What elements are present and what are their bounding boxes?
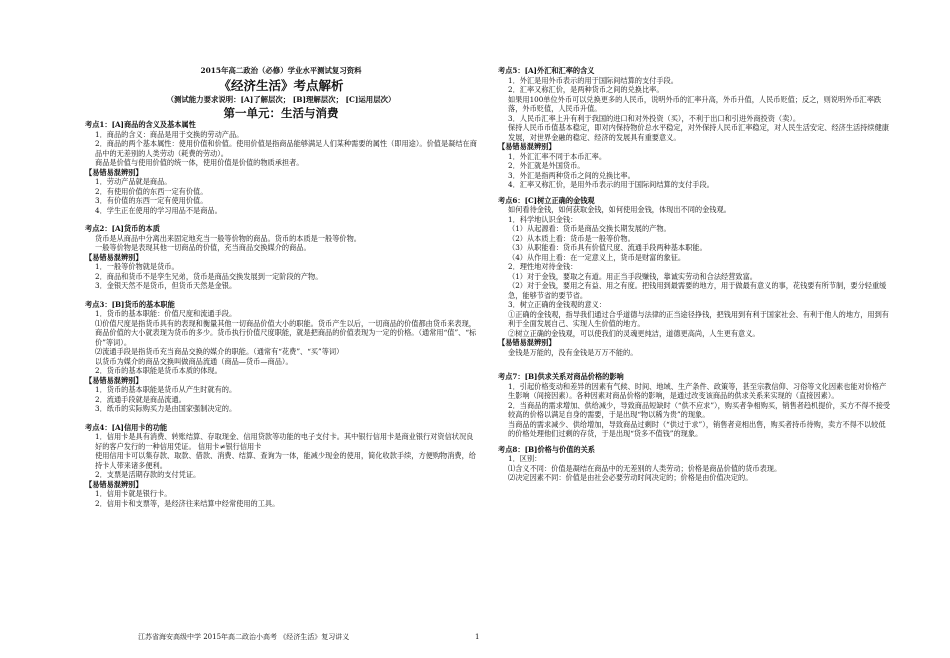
text-line: 3．树立正确的金钱观的意义： (508, 300, 607, 309)
exam-line: 2015年高二政治（必修）学业水平测试复习资料 (200, 66, 362, 75)
text-line: 2．支票是活期存款的支付凭证。 (95, 470, 201, 479)
text-line: 商品是价值与使用价值的统一体，使用价值是价值的物质承担者。 (95, 158, 304, 167)
subsection-heading: 【易错易混辨别】 (85, 167, 143, 177)
text-line: 1．信用卡就是银行卡。 (95, 489, 172, 498)
text-line: 3．纸币的实际购买力是由国家强制决定的。 (95, 404, 237, 413)
text-line: 3．人民币汇率上升有利于我国的进口和对外投资（买），不利于出口和引进外商投资（卖）。 (508, 113, 801, 123)
text-line: 1．外汇是用外币表示的用于国际间结算的支付手段。 (508, 75, 678, 85)
section-heading: 考点4：[A]信用卡的功能 (85, 422, 168, 432)
subsection-heading: 【易错易混辨别】 (498, 338, 556, 347)
text-line: 货币是从商品中分离出来固定地充当一般等价物的商品。货币的本质是一般等价物。 (95, 233, 361, 243)
text-line: （1）从起源看：货币是商品交换长期发展的产物。 (508, 224, 671, 233)
text-line: 2．商品的两个基本属性：使用价值和价值。使用价值是指商品能够满足人们某种需要的属性（即用途）。价值是凝结在商品中的无差别的人类劳动（耗费的劳动）。 (95, 139, 477, 158)
text-line: 2．汇率又称汇价，是两种货币之间的兑换比率。 (508, 85, 664, 94)
section-heading: 考点3：[B]货币的基本职能 (85, 299, 175, 309)
text-line: 3．金银天然不是货币，但货币天然是金银。 (95, 281, 237, 290)
text-line: 1．货币的基本职能是货币从产生时就有的。 (95, 385, 237, 394)
text-line: 3．有价值的东西一定有使用价值。 (95, 196, 208, 205)
text-line: 1．外汇汇率不同于本币汇率。 (508, 151, 607, 161)
text-line: 如何看待金钱，如何获取金钱，如何使用金钱，体现出不同的金钱观。 (508, 205, 731, 214)
page-number: 1 (475, 633, 480, 641)
text-line: 当商品的需求减少、供给增加，导致商品过剩时（“供过于求”），销售者竞相出售，购买者持币待购，卖方不得不以较低的价格处理他们过剩的存货，于是出现“货多不值钱”的现象。 (508, 419, 886, 438)
text-line: 2．信用卡和支票等，是经济往来结算中经常使用的工具。 (95, 498, 280, 508)
text-line: 2．当商品的需求增加、供给减少，导致商品短缺时（“供不应求”），购买者争相购买，销售者趋机提价，买方不得不接受较高的价格以满足自身的需要，于是出现“物以稀为贵”的现象。 (508, 400, 891, 419)
subsection-heading: 【易错易混辨别】 (85, 479, 143, 489)
text-line: （2）对于金钱，要用之有益、用之有度。把钱用到最需要的地方，用于做最有意义的事，花钱要有所节制，要分轻重缓急，能够节省的要节省。 (508, 281, 887, 300)
text-line: ②树立正确的金钱观，可以使我们的灵魂更纯洁，道德更高尚，人生更有意义。 (508, 328, 760, 338)
text-line: 保持人民币币值基本稳定，即对内保持物价总水平稳定，对外保持人民币汇率稳定，对人民生活安定、经济生活持续健康发展，对世界金融的稳定、经济的发展具有重要意义。 (508, 123, 889, 142)
ability-note: （测试能力要求说明：[A]了解层次； [B]理解层次； [C]运用层次） (166, 95, 396, 104)
section-heading: 考点8：[B]价格与价值的关系 (498, 444, 595, 454)
section-heading: 考点5：[A]外汇和汇率的含义 (498, 66, 595, 75)
text-line: 1．货币的基本职能：价值尺度和流通手段。 (95, 309, 237, 318)
page-title: 《经济生活》考点解析 (218, 78, 344, 93)
text-line: 一般等价物是表现其他一切商品的价值，充当商品交换媒介的商品。 (95, 243, 311, 252)
text-line: ⑴价值尺度是指货币具有的表现和衡量其他一切商品价值大小的职能。货币产生以后，一切商品的价值都由货币来表现，商品价值的大小就表现为货币的多少。货币执行价值尺度职能，就是把商品的价值表现为一定的价格。（通常用“值”、“标价”等词）。 (95, 318, 477, 347)
text-line: （3）从职能看：货币具有价值尺度、流通手段两种基本职能。 (508, 243, 707, 252)
text-line: 1．信用卡是具有消费、转账结算、存取现金、信用贷款等功能的电子支付卡。其中银行信用卡是商业银行对资信状况良好的客户发行的一种信用凭证。 信用卡≠银行信用卡 (95, 432, 474, 451)
text-line: 2．外汇就是外国货币。 (508, 161, 585, 170)
text-line: ①正确的金钱观，指导我们通过合乎道德与法律的正当途径挣钱，把钱用到有利于国家社会、有利于他人的地方，用到有利于全面发展自己、实现人生价值的地方。 (508, 309, 889, 328)
text-line: 2．流通手段就是商品流通。 (95, 394, 186, 404)
text-line: 4．学生正在使用的学习用品不是商品。 (95, 205, 222, 215)
left-column (85, 120, 477, 508)
section-heading: 考点7：[B]供求关系对商品价格的影响 (498, 372, 624, 381)
spacer (498, 439, 892, 442)
text-line: 1．商品的含义：商品是用于交换的劳动产品。 (95, 129, 244, 139)
text-line: 1．区别： (508, 454, 542, 463)
text-line: （1）对于金钱，要取之有道。用正当手段赚钱，靠诚实劳动和合法经营致富。 (508, 271, 757, 281)
footer-text: 江苏省海安高级中学 2015年高二政治小高考 《经济生活》复习讲义 (138, 633, 350, 641)
text-line: 1．科学地认识金钱： (508, 214, 578, 224)
text-line: （2）从本质上看：货币是一般等价物。 (508, 233, 635, 243)
right-column (498, 66, 892, 483)
unit-title: 第一单元：生活与消费 (223, 106, 339, 120)
text-line: 1．劳动产品就是商品。 (95, 177, 172, 186)
text-line: 3．外汇是指两种货币之间的兑换比率。 (508, 170, 635, 180)
text-line: 1．一般等价物就是货币。 (95, 262, 179, 271)
subsection-heading: 【易错易混辨别】 (498, 142, 556, 151)
spacer (85, 291, 477, 297)
section-heading: 考点6：[C]树立正确的金钱观 (498, 195, 595, 205)
text-line: 2．货币的基本职能是货币本质的体现。 (95, 366, 222, 375)
text-line: 使用信用卡可以集存款、取款、借款、消费、结算、查询为一体，能减少现金的使用，简化收款手续，方便购物消费，给持卡人带来诸多便利。 (95, 451, 476, 470)
subsection-heading: 【易错易混辨别】 (85, 375, 143, 385)
text-line: （4）从作用上看：在一定意义上，货币是财富的象征。 (508, 252, 686, 262)
spacer (85, 414, 477, 420)
text-line: ⑵决定因素不同：价值是由社会必要劳动时间决定的；价格是由价值决定的。 (508, 473, 753, 482)
text-line: 如果用100单位外币可以兑换更多的人民币，说明外币的汇率升高，外币升值，人民币贬值；反之，则说明外币汇率跌落，外币贬值，人民币升值。 (508, 94, 882, 113)
spacer (498, 190, 892, 193)
subsection-heading: 【易错易混辨别】 (85, 252, 143, 262)
section-heading: 考点1：[A]商品的含义及基本属性 (85, 120, 196, 129)
section-heading: 考点2：[A]货币的本质 (85, 224, 160, 233)
spacer (498, 363, 892, 369)
text-line: 2．商品和货币不是孪生兄弟，货币是商品交换发展到一定阶段的产物。 (95, 271, 323, 281)
text-line: 2．理性地对待金钱： (508, 262, 578, 271)
text-line: 1．引起价格变动和差异的因素有气候、时间、地域、生产条件、政策等，甚至宗教信仰、习俗等文化因素也能对价格产生影响（间接因素）。各种因素对商品价格的影响，是通过改变该商品的供求关系来实现的（直接因素）。 (508, 381, 887, 400)
text-line: 2．有使用价值的东西一定有价值。 (95, 186, 208, 196)
text-line: ⑵流通手段是指货币充当商品交换的媒介的职能。（通常有“花费”、“买”等词） (95, 347, 344, 356)
text-line: 金钱是万能的，没有金钱是万万不能的。 (508, 347, 638, 357)
text-line: 4．汇率又称汇价，是用外币表示的用于国际间结算的支付手段。 (508, 180, 714, 189)
text-line: ⑴含义不同：价值是凝结在商品中的无差别的人类劳动；价格是商品价值的货币表现。 (508, 463, 782, 473)
spacer (85, 215, 477, 221)
text-line: 以货币为媒介的商品交换叫做商品流通（商品—货币—商品）。 (95, 356, 293, 366)
